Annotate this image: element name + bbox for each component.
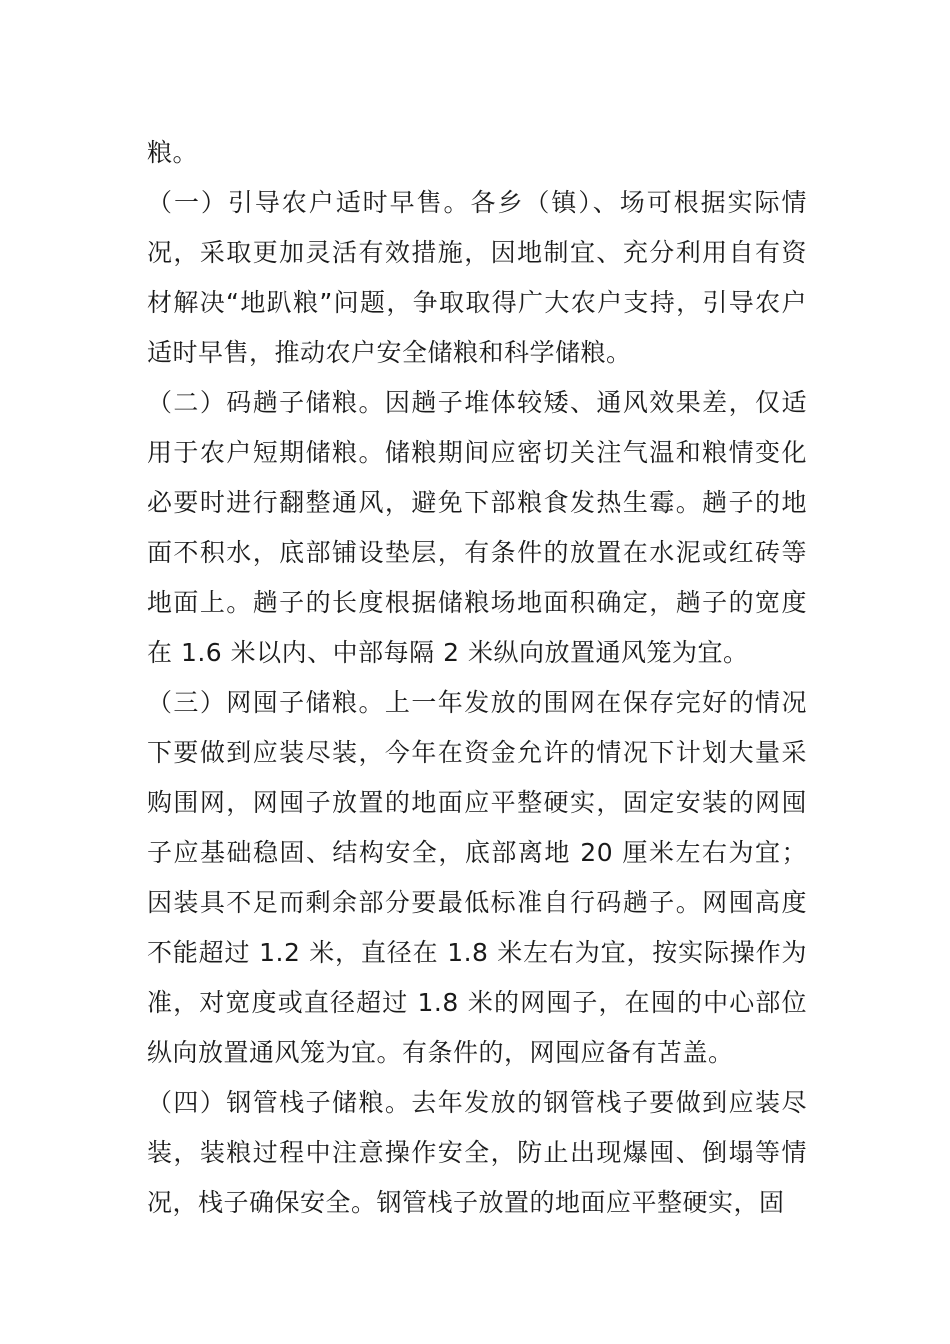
paragraph-section-3: （三）网囤子储粮。上一年发放的围网在保存完好的情况下要做到应装尽装，今年在资金允许的情况下计划大量采购围网，网囤子放置的地面应平整硬实，固定安装的网囤子应基础稳固、结构安全，底部离地 20 厘米左右为宜；因装具不足而剩余部分要最低标准自行码趟子。网囤高度不能超过 1.2 米，直径在 1.8 米左右为宜，按实际操作为准，对宽度或直径超过 1.8 米的网囤子，在囤的中心部位纵向放置通风笼为宜。有条件的，网囤应备有苫盖。 [147,688,807,1067]
document-body [147,128,807,1228]
paragraph-section-2: （二）码趟子储粮。因趟子堆体较矮、通风效果差，仅适用于农户短期储粮。储粮期间应密切关注气温和粮情变化必要时进行翻整通风，避免下部粮食发热生霉。趟子的地面不积水，底部铺设垫层，有条件的放置在水泥或红砖等地面上。趟子的长度根据储粮场地面积确定，趟子的宽度在 1.6 米以内、中部每隔 2 米纵向放置通风笼为宜。 [147,388,807,667]
paragraph-section-4: （四）钢管栈子储粮。去年发放的钢管栈子要做到应装尽装，装粮过程中注意操作安全，防止出现爆囤、倒塌等情况，栈子确保安全。钢管栈子放置的地面应平整硬实，固 [147,1088,807,1217]
paragraph-continuation: 粮。 [147,138,199,167]
paragraph-section-1: （一）引导农户适时早售。各乡（镇）、场可根据实际情况，采取更加灵活有效措施，因地制宜、充分利用自有资材解决“地趴粮”问题，争取取得广大农户支持，引导农户适时早售，推动农户安全储粮和科学储粮。 [147,188,807,367]
